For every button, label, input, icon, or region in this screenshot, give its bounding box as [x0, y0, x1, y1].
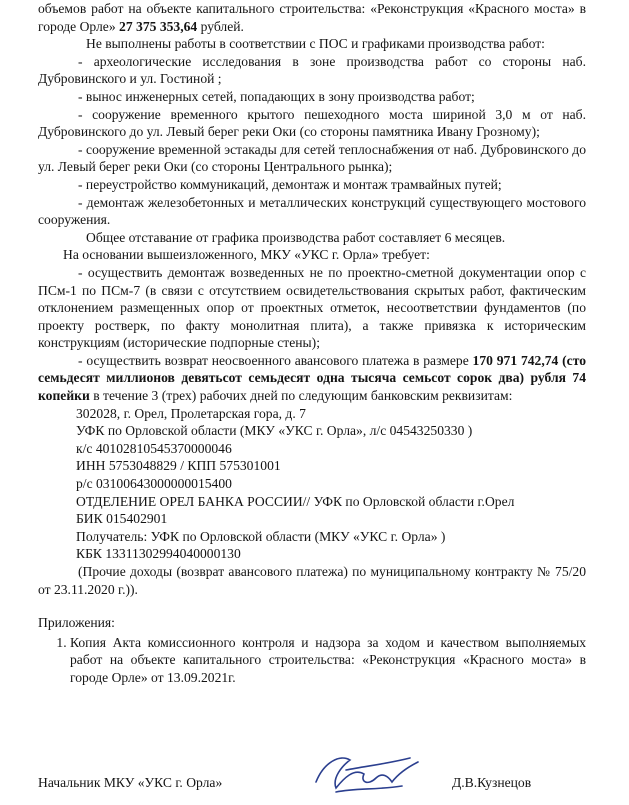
bank-recipient: Получатель: УФК по Орловской области (МКУ «УКС г. Орла» ) — [76, 528, 446, 544]
paragraph-delay: Общее отставание от графика производства работ составляет 6 месяцев. — [86, 229, 506, 245]
bank-bik: БИК 015402901 — [76, 511, 168, 527]
bank-inn-kpp: ИНН 5753048829 / КПП 575301001 — [76, 458, 281, 474]
signatory-name: Д.В.Кузнецов — [452, 775, 532, 790]
work-item: - археологические исследования в зоне производства работ со стороны наб. Дубровинского и ул. Гостиной ; — [38, 53, 586, 87]
work-item: - вынос инженерных сетей, попадающих в зону производства работ; — [78, 88, 475, 104]
bank-details — [38, 405, 586, 563]
paragraph-contract-volume — [38, 0, 586, 35]
bank-branch: ОТДЕЛЕНИЕ ОРЕЛ БАНКА РОССИИ// УФК по Орловской области г.Орел — [76, 493, 515, 509]
bank-ks: к/с 40102810545370000046 — [76, 440, 232, 456]
requirement-refund — [38, 352, 586, 405]
bank-rs: р/с 03100643000000015400 — [76, 476, 232, 492]
document-page — [38, 0, 586, 687]
requirement-dismantle: - осуществить демонтаж возведенных не по проектно-сметной документации опор с ПСм-1 по ПСм-7 (в связи с отсутствием освидетельствования скрытых работ, фактическим отклонением размещенных опор от проектных отметок, несоответствии фундаментов (по проекту ростверк, по факту монолитная плита), а также привязка к историческим конструкциям (исторические подпорные стены); — [38, 264, 586, 351]
text-run: рублей. — [197, 18, 244, 34]
paragraph-not-completed: Не выполнены работы в соответствии с ПОС и графиками производства работ: — [86, 36, 545, 52]
work-item: - сооружение временной эстакады для сетей теплоснабжения от наб. Дубровинского до ул. Левый берег реки Оки (со стороны Центрального рынка); — [38, 141, 586, 175]
handwritten-signature — [306, 748, 426, 800]
work-item: - сооружение временного крытого пешеходного моста шириной 3,0 м от наб. Дубровинского до ул. Левый берег реки Оки (со стороны памятника Ивану Грозному); — [38, 106, 586, 140]
text-run: в течение 3 (трех) рабочих дней по следующим банковским реквизитам: — [89, 388, 513, 404]
bank-kbk: КБК 13311302994040000130 — [76, 546, 241, 562]
bank-ufk: УФК по Орловской области (МКУ «УКС г. Орла», л/с 04543250330 ) — [76, 423, 473, 439]
appendix-item: 1. Копия Акта комиссионного контроля и надзора за ходом и качеством выполняемых работ на объекте капитального строительства: «Реконструкция «Красного моста» в городе Орле» от 13.09.2021г. — [70, 634, 586, 687]
refund-amount-bold: 170 971 742,74 (сто семьдесят миллионов девятьсот семьдесят одна тысяча семьсот сорок два) рубля 74 копейки — [38, 352, 586, 404]
appendix-title: Приложения: — [38, 615, 115, 631]
text-run: объемов работ на объекте капитального строительства: «Реконструкция «Красного моста» в городе Орле» — [38, 1, 586, 34]
signature-block — [38, 774, 586, 798]
text-run: - осуществить возврат неосвоенного авансового платежа в размере — [78, 352, 473, 368]
paragraph-basis: На основании вышеизложенного, МКУ «УКС г. Орла» требует: — [63, 247, 430, 263]
appendix-list — [38, 634, 586, 687]
work-item: - переустройство коммуникаций, демонтаж и монтаж трамвайных путей; — [78, 176, 502, 192]
amount-bold: 27 375 353,64 — [119, 18, 198, 34]
work-item: - демонтаж железобетонных и металлических конструкций существующего мостового сооружения. — [38, 194, 586, 228]
payment-purpose: (Прочие доходы (возврат авансового платежа) по муниципальному контракту № 75/20 от 23.11.2020 г.)). — [38, 564, 586, 597]
bank-address: 302028, г. Орел, Пролетарская гора, д. 7 — [76, 405, 306, 421]
signatory-role: Начальник МКУ «УКС г. Орла» — [38, 775, 223, 790]
